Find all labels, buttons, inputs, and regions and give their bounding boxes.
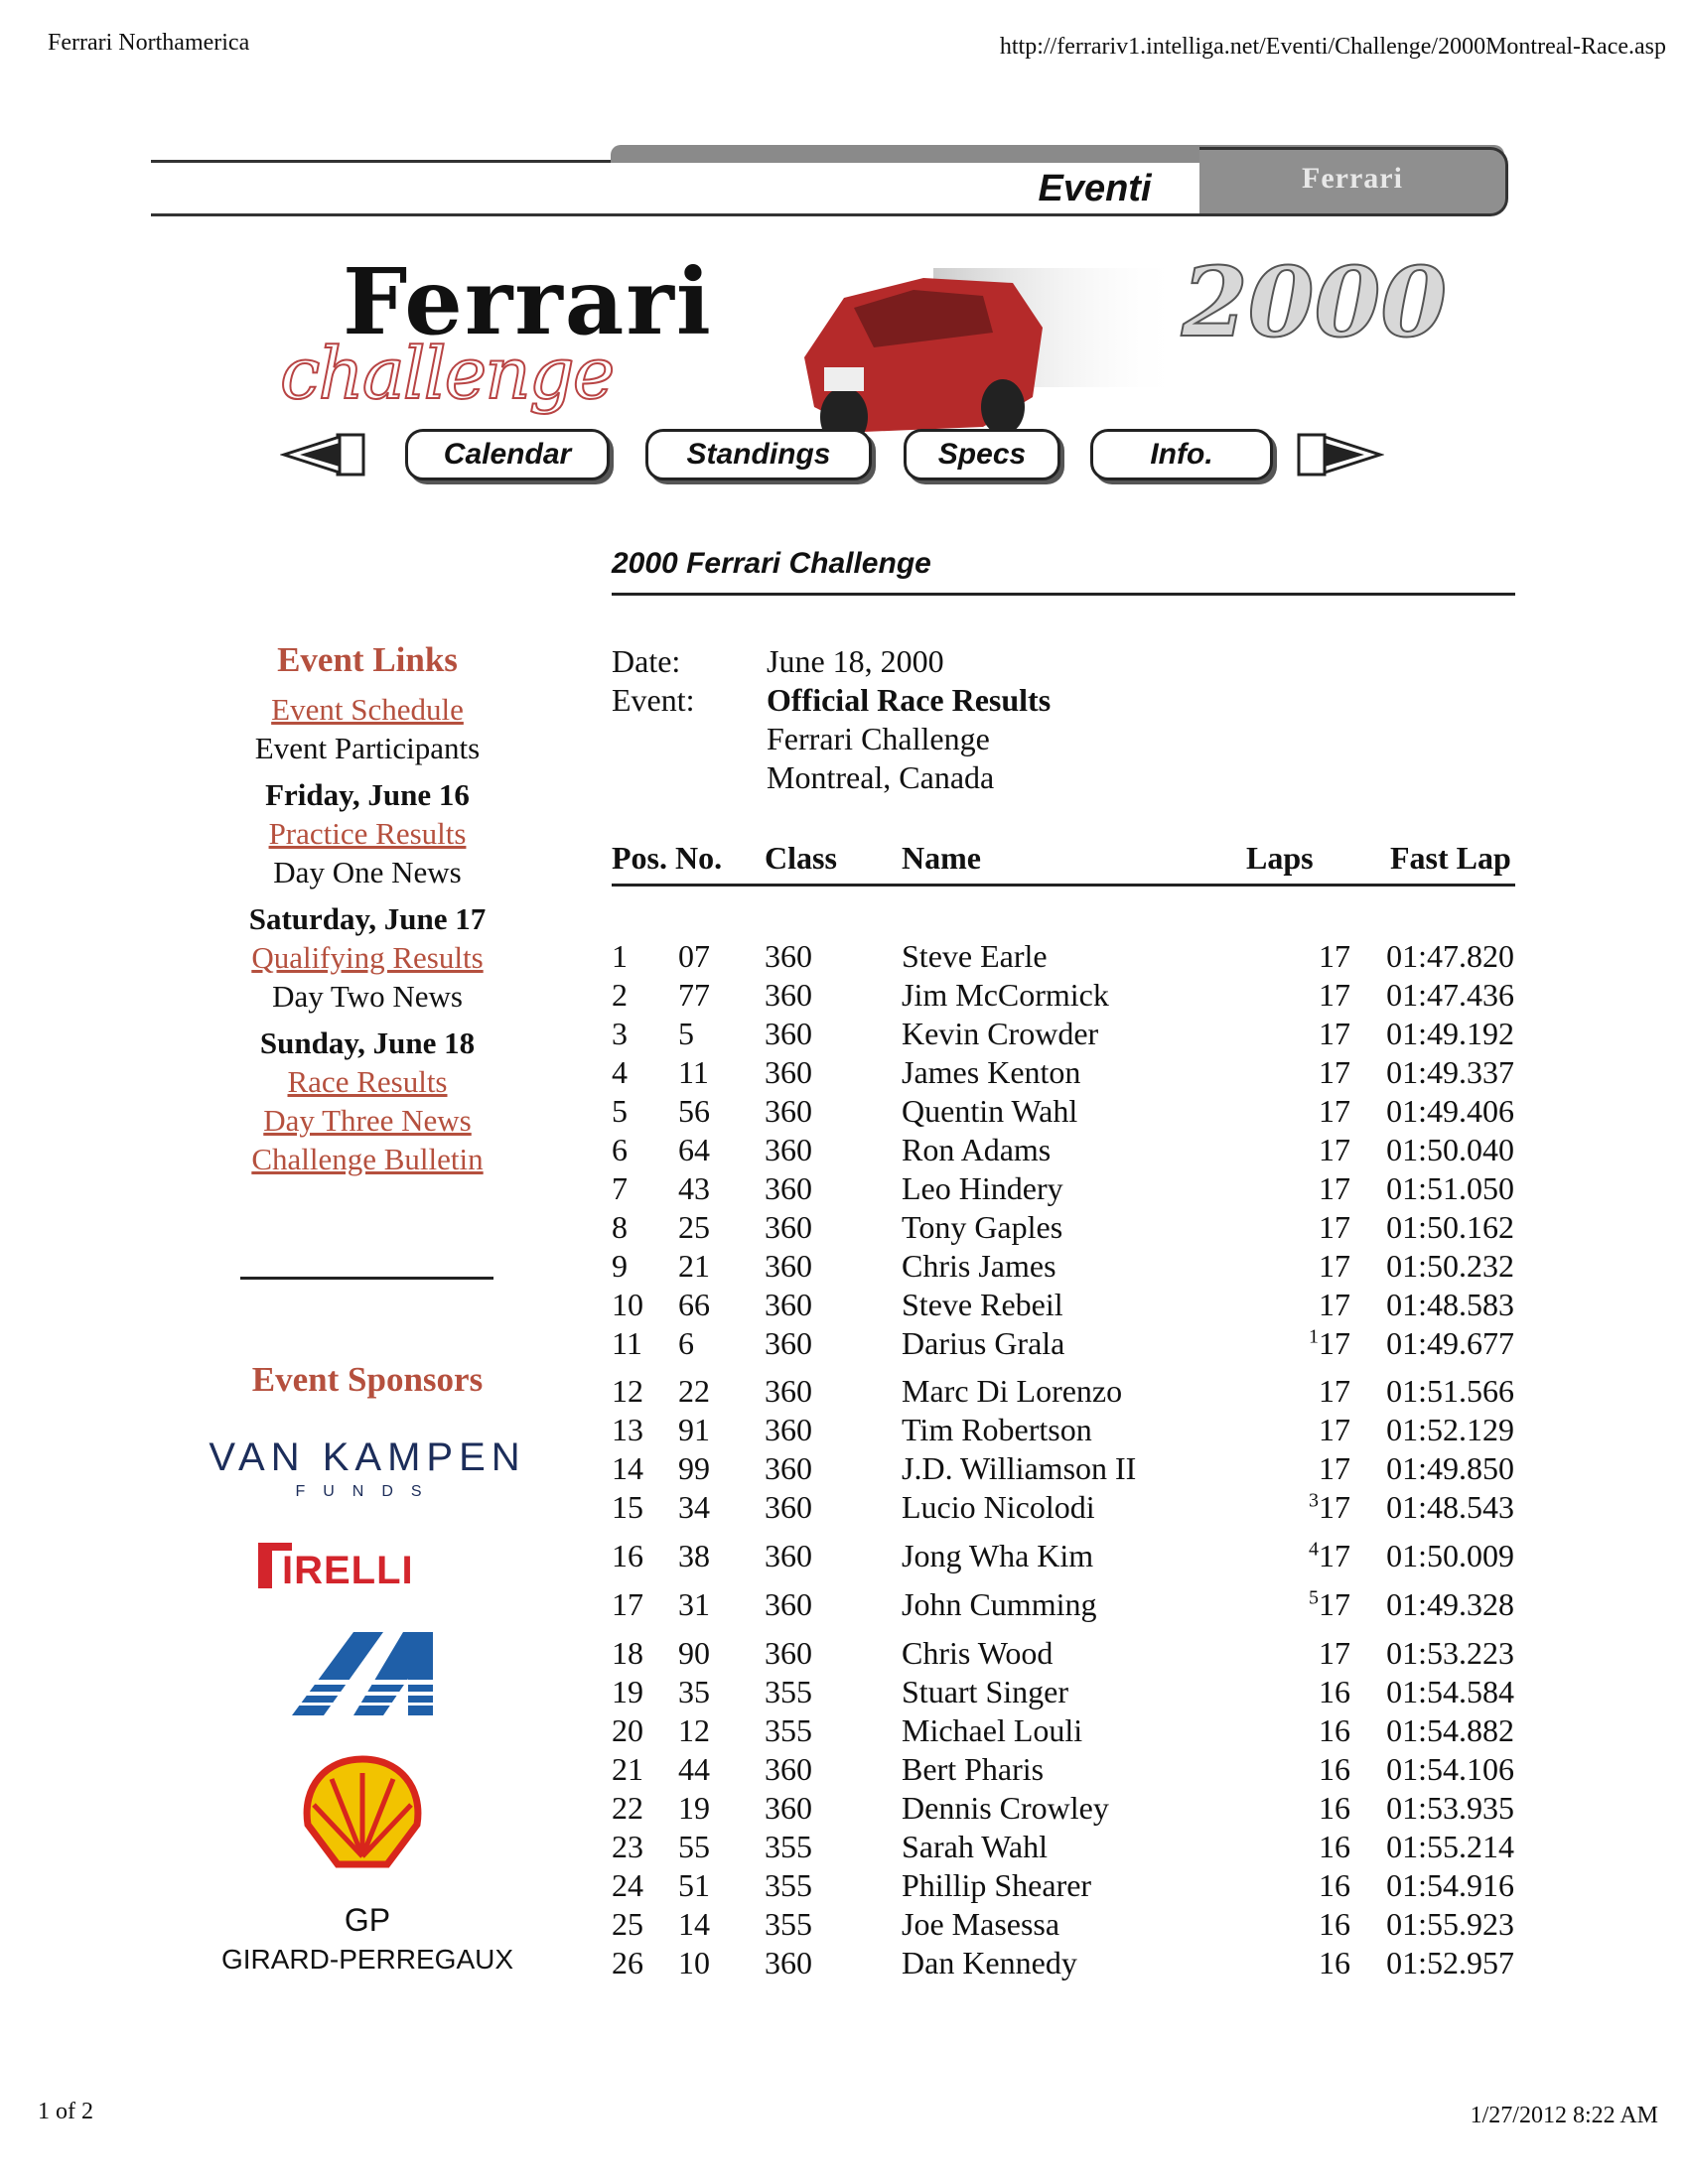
cell-laps-footnote: 4 (1309, 1538, 1319, 1561)
cell-fast-lap: 01:49.328 (1386, 1586, 1514, 1622)
cell-name: Quentin Wahl (902, 1093, 1078, 1129)
cell-fast-lap: 01:50.009 (1386, 1538, 1514, 1573)
cell-no: 22 (678, 1373, 710, 1409)
cell-laps: 17 (1319, 1016, 1350, 1051)
link-practice-results[interactable]: Practice Results (268, 816, 467, 851)
cell-class: 360 (765, 1054, 812, 1090)
cell-laps-footnote: 5 (1309, 1586, 1319, 1609)
table-row (0, 1906, 1688, 1945)
cell-name: Dan Kennedy (902, 1945, 1077, 1980)
cell-laps: 17 (1319, 1248, 1350, 1284)
cell-fast-lap: 01:49.850 (1386, 1450, 1514, 1486)
cell-pos: 4 (612, 1054, 628, 1090)
sunday-heading: Sunday, June 18 (259, 1025, 476, 1060)
cell-name: Marc Di Lorenzo (902, 1373, 1123, 1409)
cell-pos: 16 (612, 1538, 643, 1573)
van-kampen-logo[interactable]: VAN KAMPEN (209, 1435, 526, 1479)
print-site-name: Ferrari Northamerica (48, 30, 250, 56)
cell-name: Tony Gaples (902, 1209, 1063, 1245)
cell-fast-lap: 01:50.162 (1386, 1209, 1514, 1245)
logo-year: 2000 (1182, 246, 1448, 358)
cell-name: Stuart Singer (902, 1674, 1068, 1709)
title-rule (612, 593, 1515, 596)
cell-class: 360 (765, 1790, 812, 1826)
col-header-no: No. (675, 840, 723, 876)
cell-pos: 19 (612, 1674, 643, 1709)
cell-pos: 13 (612, 1412, 643, 1447)
cell-name: J.D. Williamson II (902, 1450, 1137, 1486)
cell-fast-lap: 01:47.436 (1386, 977, 1514, 1013)
cell-name: Joe Masessa (902, 1906, 1060, 1942)
cell-class: 360 (765, 1373, 812, 1409)
event-participants-text: Event Participants (254, 731, 481, 765)
event-title: Official Race Results (767, 682, 1052, 718)
cell-pos: 7 (612, 1170, 628, 1206)
cell-no: 25 (678, 1209, 710, 1245)
cell-no: 44 (678, 1751, 710, 1787)
table-row (0, 1412, 1688, 1450)
cell-pos: 15 (612, 1489, 643, 1525)
tab-eventi[interactable]: Eventi (1038, 168, 1152, 209)
cell-class: 360 (765, 1170, 812, 1206)
cell-fast-lap: 01:47.820 (1386, 938, 1514, 974)
table-row (0, 1712, 1688, 1751)
cell-pos: 26 (612, 1945, 643, 1980)
race-car-icon (784, 238, 1182, 457)
cell-class: 360 (765, 1945, 812, 1980)
logo-ferrari-wordmark: Ferrari (343, 248, 713, 355)
cell-fast-lap: 01:52.129 (1386, 1412, 1514, 1447)
cell-pos: 5 (612, 1093, 628, 1129)
cell-laps: 17 (1319, 1132, 1350, 1167)
prev-arrow-icon[interactable] (280, 431, 369, 478)
cell-no: 34 (678, 1489, 710, 1525)
cell-no: 11 (678, 1054, 709, 1090)
cell-fast-lap: 01:51.566 (1386, 1373, 1514, 1409)
event-sponsors-heading: Event Sponsors (251, 1360, 484, 1399)
cell-pos: 10 (612, 1287, 643, 1322)
cell-class: 355 (765, 1867, 812, 1903)
cell-fast-lap: 01:49.337 (1386, 1054, 1514, 1090)
link-day-three-news[interactable]: Day Three News (263, 1103, 472, 1138)
cell-class: 360 (765, 1248, 812, 1284)
cell-class: 360 (765, 1412, 812, 1447)
cell-laps: 16 (1319, 1945, 1350, 1980)
cell-name: Darius Grala (902, 1325, 1065, 1361)
table-row (0, 1054, 1688, 1093)
cell-name: Steve Rebeil (902, 1287, 1063, 1322)
cell-fast-lap: 01:49.192 (1386, 1016, 1514, 1051)
cell-class: 355 (765, 1674, 812, 1709)
cell-laps: 16 (1319, 1712, 1350, 1748)
table-row (0, 1790, 1688, 1829)
cell-name: Michael Louli (902, 1712, 1083, 1748)
table-row (0, 1489, 1688, 1528)
table-row (0, 1945, 1688, 1983)
cell-laps (1281, 1489, 1350, 1526)
cell-name: Jim McCormick (902, 977, 1109, 1013)
event-location: Montreal, Canada (767, 759, 995, 795)
nav-specs-button[interactable]: Specs (904, 429, 1060, 480)
cell-pos: 2 (612, 977, 628, 1013)
cell-class: 360 (765, 1489, 812, 1525)
table-row (0, 1093, 1688, 1132)
cell-fast-lap: 01:48.583 (1386, 1287, 1514, 1322)
cell-pos: 9 (612, 1248, 628, 1284)
cell-class: 355 (765, 1712, 812, 1748)
cell-laps: 17 (1319, 938, 1350, 974)
cell-class: 360 (765, 1016, 812, 1051)
table-row (0, 1209, 1688, 1248)
cell-no: 19 (678, 1790, 710, 1826)
col-header-fast-lap: Fast Lap (1390, 840, 1511, 876)
cell-fast-lap: 01:52.957 (1386, 1945, 1514, 1980)
table-row (0, 938, 1688, 977)
cell-no: 10 (678, 1945, 710, 1980)
cell-laps: 17 (1319, 977, 1350, 1013)
cell-name: Ron Adams (902, 1132, 1052, 1167)
cell-name: Steve Earle (902, 938, 1048, 974)
cell-name: Chris Wood (902, 1635, 1054, 1671)
cell-laps-footnote: 1 (1309, 1325, 1319, 1348)
print-page-number: 1 of 2 (38, 2099, 93, 2124)
print-url: http://ferrariv1.intelliga.net/Eventi/Challenge/2000Montreal-Race.asp (999, 34, 1666, 60)
girard-perregaux-logo[interactable]: GIRARD-PERREGAUX (220, 1944, 514, 1975)
cell-pos: 3 (612, 1016, 628, 1051)
cell-pos: 21 (612, 1751, 643, 1787)
cell-no: 6 (678, 1325, 694, 1361)
table-header-rule (612, 884, 1515, 887)
cell-class: 355 (765, 1906, 812, 1942)
cell-fast-lap: 01:51.050 (1386, 1170, 1514, 1206)
table-row (0, 1450, 1688, 1489)
table-row (0, 1829, 1688, 1867)
cell-no: 90 (678, 1635, 710, 1671)
cell-name: Jong Wha Kim (902, 1538, 1094, 1573)
cell-name: James Kenton (902, 1054, 1081, 1090)
cell-class: 360 (765, 1132, 812, 1167)
cell-laps: 17 (1319, 1093, 1350, 1129)
col-header-pos: Pos. (612, 840, 667, 876)
cell-pos: 1 (612, 938, 628, 974)
cell-no: 07 (678, 938, 710, 974)
next-arrow-icon[interactable] (1295, 431, 1384, 478)
table-row (0, 1635, 1688, 1674)
cell-laps: 16 (1319, 1829, 1350, 1864)
cell-class: 360 (765, 1751, 812, 1787)
cell-laps (1281, 1538, 1350, 1574)
cell-class: 360 (765, 1586, 812, 1622)
cell-laps: 17 (1319, 1209, 1350, 1245)
col-header-class: Class (765, 840, 837, 876)
gp-logo: GP (344, 1902, 391, 1938)
cell-name: Phillip Shearer (902, 1867, 1092, 1903)
cell-no: 12 (678, 1712, 710, 1748)
cell-fast-lap: 01:55.923 (1386, 1906, 1514, 1942)
cell-fast-lap: 01:49.406 (1386, 1093, 1514, 1129)
table-row (0, 1373, 1688, 1412)
table-row (0, 1016, 1688, 1054)
cell-fast-lap: 01:54.106 (1386, 1751, 1514, 1787)
cell-no: 55 (678, 1829, 710, 1864)
page-title: 2000 Ferrari Challenge (612, 547, 931, 580)
cell-name: Bert Pharis (902, 1751, 1045, 1787)
cell-class: 360 (765, 1209, 812, 1245)
cell-laps: 16 (1319, 1906, 1350, 1942)
cell-fast-lap: 01:53.935 (1386, 1790, 1514, 1826)
cell-name: Kevin Crowder (902, 1016, 1099, 1051)
event-label: Event: (612, 682, 695, 718)
cell-fast-lap: 01:49.677 (1386, 1325, 1514, 1361)
cell-pos: 22 (612, 1790, 643, 1826)
cell-fast-lap: 01:48.543 (1386, 1489, 1514, 1525)
table-row (0, 1586, 1688, 1625)
cell-laps: 16 (1319, 1674, 1350, 1709)
cell-class: 360 (765, 1093, 812, 1129)
col-header-name: Name (902, 840, 981, 876)
cell-fast-lap: 01:53.223 (1386, 1635, 1514, 1671)
cell-laps: 17 (1319, 1450, 1350, 1486)
cell-name: Tim Robertson (902, 1412, 1092, 1447)
cell-pos: 6 (612, 1132, 628, 1167)
nav-info-button[interactable]: Info. (1090, 429, 1273, 480)
table-row (0, 1751, 1688, 1790)
cell-laps (1281, 1325, 1350, 1362)
table-row (0, 977, 1688, 1016)
cell-laps: 17 (1319, 1170, 1350, 1206)
pirelli-logo[interactable]: IRELLI (282, 1549, 414, 1592)
cell-laps: 17 (1319, 1054, 1350, 1090)
cell-no: 31 (678, 1586, 710, 1622)
cell-class: 360 (765, 1635, 812, 1671)
cell-fast-lap: 01:50.040 (1386, 1132, 1514, 1167)
cell-name: Lucio Nicolodi (902, 1489, 1095, 1525)
cell-fast-lap: 01:54.882 (1386, 1712, 1514, 1748)
cell-fast-lap: 01:54.916 (1386, 1867, 1514, 1903)
cell-no: 66 (678, 1287, 710, 1322)
date-label: Date: (612, 643, 681, 679)
cell-class: 360 (765, 977, 812, 1013)
date-value: June 18, 2000 (767, 643, 944, 679)
cell-laps-value: 17 (1319, 1325, 1350, 1361)
cell-pos: 12 (612, 1373, 643, 1409)
event-links-heading: Event Links (277, 640, 458, 679)
cell-fast-lap: 01:54.584 (1386, 1674, 1514, 1709)
friday-heading: Friday, June 16 (265, 777, 470, 812)
cell-laps-value: 17 (1319, 1489, 1350, 1525)
cell-pos: 18 (612, 1635, 643, 1671)
cell-no: 38 (678, 1538, 710, 1573)
link-qualifying-results[interactable]: Qualifying Results (251, 940, 484, 975)
cell-name: Chris James (902, 1248, 1056, 1284)
print-timestamp: 1/27/2012 8:22 AM (1470, 2103, 1658, 2128)
cell-no: 14 (678, 1906, 710, 1942)
cell-pos: 20 (612, 1712, 643, 1748)
cell-class: 360 (765, 1287, 812, 1322)
cell-class: 360 (765, 1450, 812, 1486)
cell-laps-value: 17 (1319, 1538, 1350, 1573)
cell-name: John Cumming (902, 1586, 1097, 1622)
table-row (0, 1867, 1688, 1906)
cell-class: 360 (765, 1325, 812, 1361)
cell-laps: 17 (1319, 1287, 1350, 1322)
table-row (0, 1674, 1688, 1712)
cell-class: 360 (765, 1538, 812, 1573)
van-kampen-funds: FUNDS (295, 1483, 440, 1500)
nav-calendar-button[interactable]: Calendar (405, 429, 610, 480)
link-event-schedule[interactable]: Event Schedule (271, 692, 464, 727)
cell-no: 35 (678, 1674, 710, 1709)
table-row (0, 1325, 1688, 1364)
event-series: Ferrari Challenge (767, 721, 990, 756)
cell-laps: 16 (1319, 1867, 1350, 1903)
day-two-news-text: Day Two News (272, 979, 463, 1014)
logo-challenge-script: challenge (280, 332, 614, 415)
cell-no: 43 (678, 1170, 710, 1206)
cell-pos: 24 (612, 1867, 643, 1903)
cell-pos: 23 (612, 1829, 643, 1864)
cell-fast-lap: 01:50.232 (1386, 1248, 1514, 1284)
cell-no: 91 (678, 1412, 710, 1447)
cell-laps: 17 (1319, 1412, 1350, 1447)
table-row (0, 1170, 1688, 1209)
cell-fast-lap: 01:55.214 (1386, 1829, 1514, 1864)
cell-laps: 17 (1319, 1373, 1350, 1409)
cell-laps: 16 (1319, 1790, 1350, 1826)
nav-standings-button[interactable]: Standings (645, 429, 872, 480)
cell-no: 77 (678, 977, 710, 1013)
cell-class: 355 (765, 1829, 812, 1864)
cell-laps: 16 (1319, 1751, 1350, 1787)
table-row (0, 1132, 1688, 1170)
cell-class: 360 (765, 938, 812, 974)
cell-no: 99 (678, 1450, 710, 1486)
saturday-heading: Saturday, June 17 (248, 901, 487, 936)
cell-laps: 17 (1319, 1635, 1350, 1671)
table-row (0, 1248, 1688, 1287)
col-header-laps: Laps (1246, 840, 1314, 876)
cell-pos: 8 (612, 1209, 628, 1245)
cell-name: Dennis Crowley (902, 1790, 1109, 1826)
day-one-news-text: Day One News (273, 855, 462, 889)
table-row (0, 1287, 1688, 1325)
cell-no: 51 (678, 1867, 710, 1903)
cell-pos: 25 (612, 1906, 643, 1942)
cell-no: 21 (678, 1248, 710, 1284)
cell-pos: 14 (612, 1450, 643, 1486)
cell-laps-footnote: 3 (1309, 1489, 1319, 1512)
link-race-results[interactable]: Race Results (287, 1064, 448, 1099)
cell-pos: 11 (612, 1325, 642, 1361)
cell-name: Leo Hindery (902, 1170, 1063, 1206)
link-challenge-bulletin[interactable]: Challenge Bulletin (251, 1142, 484, 1176)
cell-no: 64 (678, 1132, 710, 1167)
cell-name: Sarah Wahl (902, 1829, 1049, 1864)
table-row (0, 1538, 1688, 1576)
cell-no: 56 (678, 1093, 710, 1129)
cell-laps-value: 17 (1319, 1586, 1350, 1622)
cell-laps (1281, 1586, 1350, 1623)
tab-ferrari[interactable]: Ferrari (1199, 147, 1508, 216)
cell-no: 5 (678, 1016, 694, 1051)
tab-bar-bottom-rule (151, 213, 1203, 216)
cell-pos: 17 (612, 1586, 643, 1622)
